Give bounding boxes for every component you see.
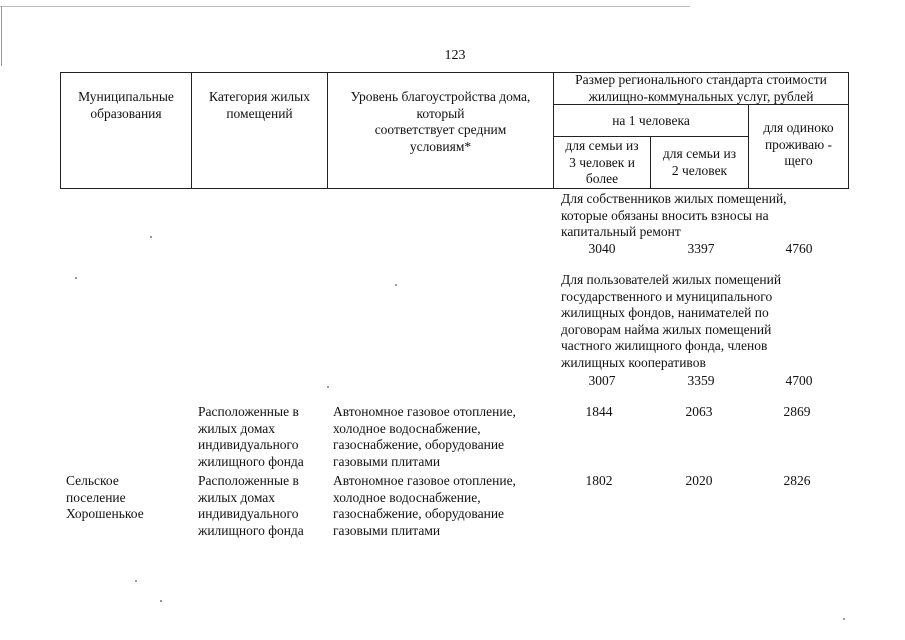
tenants-value-family2: 3359 [687, 373, 715, 388]
row-value-family2: 2063 [685, 404, 713, 419]
row-value-family3: 1844 [585, 404, 613, 419]
scan-speck [395, 284, 397, 286]
scan-border-left [1, 6, 2, 66]
row-value-single: 2869 [783, 404, 811, 419]
owners-caption: Для собственников жилых помещений, которые обязаны вносить взносы на капитальный ремонт [561, 191, 787, 239]
row-level: Автономное газовое отопление, холодное водоснабжение, газоснабжение, оборудование газовыми плитами [333, 473, 516, 538]
header-standard-size: Размер регионального стандарта стоимости жилищно-коммунальных услуг, рублей [575, 72, 827, 104]
owners-value-single: 4760 [785, 241, 813, 256]
row-level: Автономное газовое отопление, холодное водоснабжение, газоснабжение, оборудование газовыми плитами [333, 404, 516, 469]
header-family-2: для семьи из 2 человек [662, 146, 737, 178]
scan-speck [150, 236, 152, 238]
row-municipality: Сельское поселение Хорошенькое [66, 473, 144, 521]
row-category: Расположенные в жилых домах индивидуального жилищного фонда [198, 404, 304, 469]
scan-speck [843, 618, 845, 620]
page-number: 123 [444, 48, 466, 63]
scan-speck [135, 580, 137, 582]
header-per-person: на 1 человека [612, 113, 690, 128]
header-category: Категория жилых помещений [209, 89, 310, 121]
row-category: Расположенные в жилых домах индивидуального жилищного фонда [198, 473, 304, 538]
scan-speck [75, 277, 77, 279]
header-municipalities: Муниципальные образования [78, 89, 174, 121]
header-family-3: для семьи из 3 человек и более [565, 138, 639, 186]
hdr-line-bottom [60, 188, 849, 189]
owners-value-family2: 3397 [687, 241, 715, 256]
scan-speck [160, 600, 162, 602]
tenants-value-family3: 3007 [588, 373, 616, 388]
owners-value-family3: 3040 [588, 241, 616, 256]
tenants-caption: Для пользователей жилых помещений государственного и муниципального жилищных фондов, нанимателей по договорам найма жилых помещений частного жилищного фонда, членов жилищных кооперативов [561, 272, 782, 370]
hdr-vline-5 [848, 72, 849, 189]
row-value-family2: 2020 [685, 473, 713, 488]
row-value-single: 2826 [783, 473, 811, 488]
tenants-value-single: 4700 [785, 373, 813, 388]
hdr-line-per-person [553, 136, 749, 137]
scan-speck [327, 386, 329, 388]
row-value-family3: 1802 [585, 473, 613, 488]
scan-border-top [0, 6, 690, 7]
header-single: для одиноко проживаю - щего [763, 120, 834, 168]
header-level: Уровень благоустройства дома, который соответствует средним условиям* [350, 89, 531, 154]
